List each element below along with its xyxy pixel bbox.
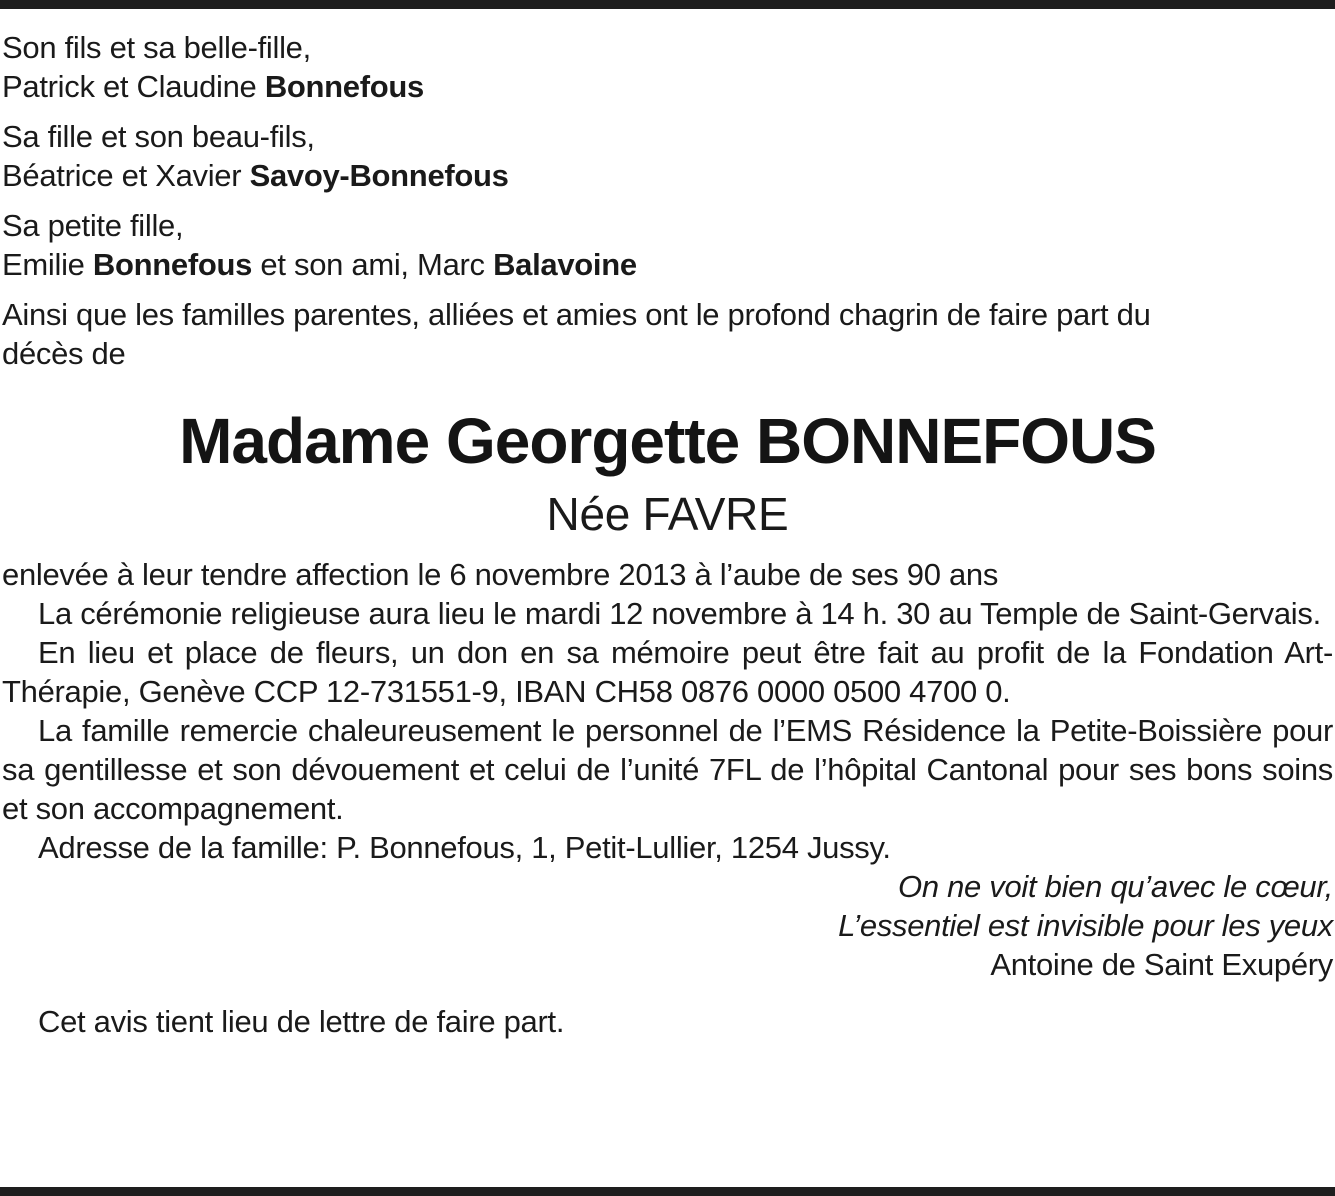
bottom-rule <box>0 1187 1335 1196</box>
announcement <box>2 295 1333 373</box>
deceased-name: Madame Georgette BONNEFOUS <box>179 405 1156 477</box>
maiden-name: Née FAVRE <box>546 488 789 540</box>
donation-text: En lieu et place de fleurs, un don en sa mémoire peut être fait au profit de la Fondation Art-Thérapie, Genève CCP 12-731551-9, IBAN CH58 0876 0000 0500 4700 0. <box>2 635 1333 709</box>
given-names: Emilie <box>2 247 93 282</box>
passing-text: enlevée à leur tendre affection le 6 novembre 2013 à l’aube de ses 90 ans <box>2 557 999 592</box>
family-group-daughter <box>2 117 1333 195</box>
companion-surname: Balavoine <box>493 247 637 282</box>
family-group-son <box>2 28 1333 106</box>
announcement-line-2: décès de <box>2 336 126 371</box>
quote-line-1: On ne voit bien qu’avec le cœur, <box>898 869 1333 904</box>
relation-daughter: Sa fille et son beau-fils, <box>2 119 315 154</box>
names-daughter <box>2 156 1333 195</box>
relation-granddaughter: Sa petite fille, <box>2 208 184 243</box>
quote-author: Antoine de Saint Exupéry <box>990 947 1333 982</box>
ceremony-text: La cérémonie religieuse aura lieu le mardi 12 novembre à 14 h. 30 au Temple de Saint-Gervais. <box>38 596 1321 631</box>
surname: Bonnefous <box>92 247 253 282</box>
announcement-line-1: Ainsi que les familles parentes, alliées et amies ont le profond chagrin de faire part du <box>2 297 1151 332</box>
obituary-notice <box>2 28 1333 1041</box>
given-names: Patrick et Claudine <box>2 69 265 104</box>
companion-text: et son ami, Marc <box>252 247 494 282</box>
surname: Bonnefous <box>264 69 424 104</box>
given-names: Béatrice et Xavier <box>2 158 250 193</box>
thanks-text: La famille remercie chaleureusement le personnel de l’EMS Résidence la Petite-Boissière pour sa gentillesse et son dévouement et celui de l’unité 7FL de l’hôpital Cantonal pour ses bons soins et son accompagnement. <box>2 713 1333 826</box>
address-text: Adresse de la famille: P. Bonnefous, 1, Petit-Lullier, 1254 Jussy. <box>38 830 891 865</box>
family-group-granddaughter <box>2 206 1333 284</box>
quote-line-2: L’essentiel est invisible pour les yeux <box>838 908 1333 943</box>
names-granddaughter <box>2 245 1333 284</box>
names-son <box>2 67 1333 106</box>
top-rule <box>0 0 1335 9</box>
relation-son: Son fils et sa belle-fille, <box>2 30 311 65</box>
surname: Savoy-Bonnefous <box>249 158 509 193</box>
closing-text: Cet avis tient lieu de lettre de faire part. <box>38 1004 565 1039</box>
